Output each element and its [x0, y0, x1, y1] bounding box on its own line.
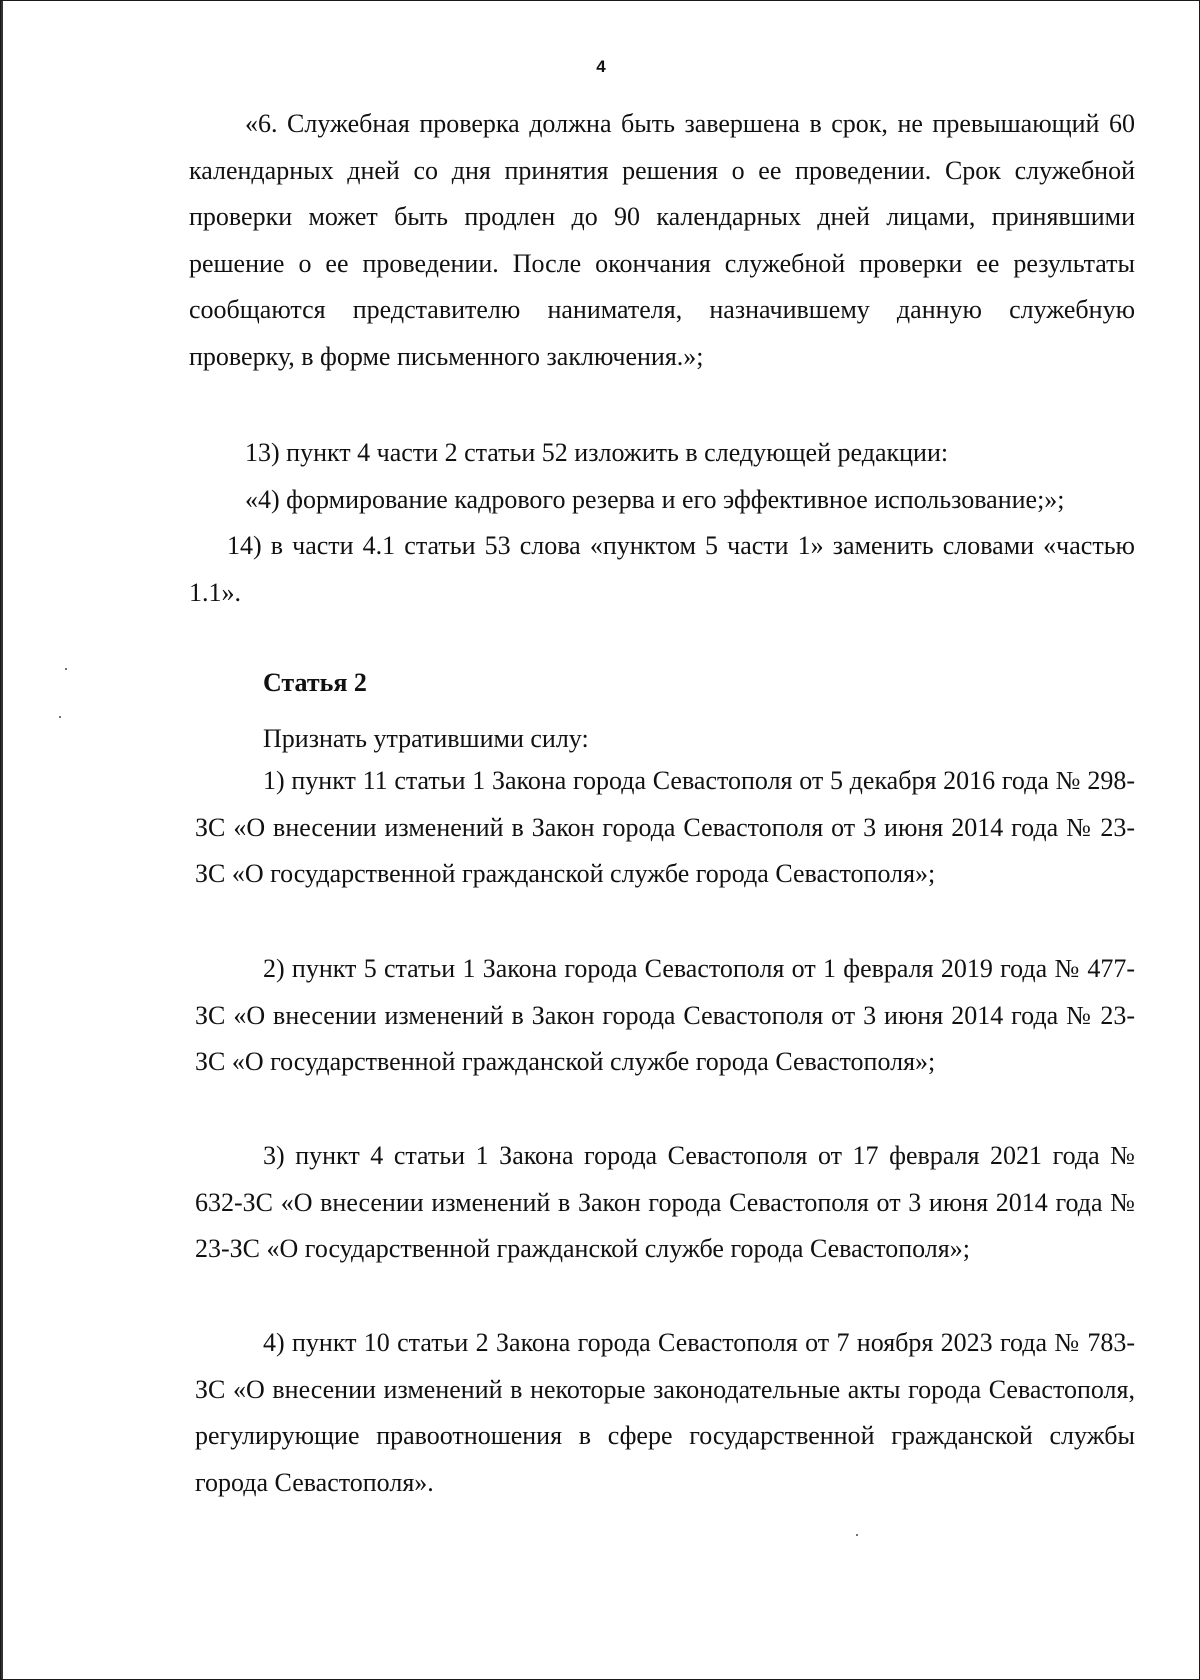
- paragraph-item-4-quote: «4) формирование кадрового резерва и его эффективное использование;»;: [245, 485, 1065, 514]
- scan-speck: [65, 668, 67, 670]
- page-left-edge: [1, 1, 3, 1679]
- repeal-item-4: 4) пункт 10 статьи 2 Закона города Севастополя от 7 ноября 2023 года № 783-ЗС «О внесении изменений в некоторые законодательные акты города Севастополя, регулирующие правоотношения в сфере государственной гражданской службы города Севастополя».: [195, 1328, 1135, 1497]
- repeal-item-3: 3) пункт 4 статьи 1 Закона города Севастополя от 17 февраля 2021 года № 632-ЗС «О внесении изменений в Закон города Севастополя от 3 июня 2014 года № 23-ЗС «О государственной гражданской службе города Севастополя»;: [195, 1141, 1135, 1263]
- scan-speck: [59, 716, 61, 718]
- scan-speck: [856, 1534, 858, 1536]
- repeal-item-1: 1) пункт 11 статьи 1 Закона города Севастополя от 5 декабря 2016 года № 298-ЗС «О внесении изменений в Закон города Севастополя от 3 июня 2014 года № 23-ЗС «О государственной гражданской службе города Севастополя»;: [195, 766, 1135, 888]
- paragraph-item-14: 14) в части 4.1 статьи 53 слова «пунктом 5 части 1» заменить словами «частью 1.1».: [189, 531, 1135, 607]
- repeal-item-2: 2) пункт 5 статьи 1 Закона города Севастополя от 1 февраля 2019 года № 477-ЗС «О внесении изменений в Закон города Севастополя от 3 июня 2014 года № 23-ЗС «О государственной гражданской службе города Севастополя»;: [195, 954, 1135, 1076]
- paragraph-service-check: «6. Служебная проверка должна быть завершена в срок, не превышающий 60 календарных дней со дня принятия решения о ее проведении. Срок служебной проверки может быть продлен до 90 календарных дней лицами, принявшими решение о ее проведении. После окончания служебной проверки ее результаты сообщаются представителю нанимателя, назначившему данную служебную проверку, в форме письменного заключения.»;: [189, 109, 1135, 371]
- page-number: 4: [596, 57, 606, 76]
- paragraph-repeal-intro: Признать утратившими силу:: [263, 724, 589, 753]
- paragraph-item-13: 13) пункт 4 части 2 статьи 52 изложить в следующей редакции:: [245, 438, 949, 467]
- article-heading: Статья 2: [263, 668, 367, 697]
